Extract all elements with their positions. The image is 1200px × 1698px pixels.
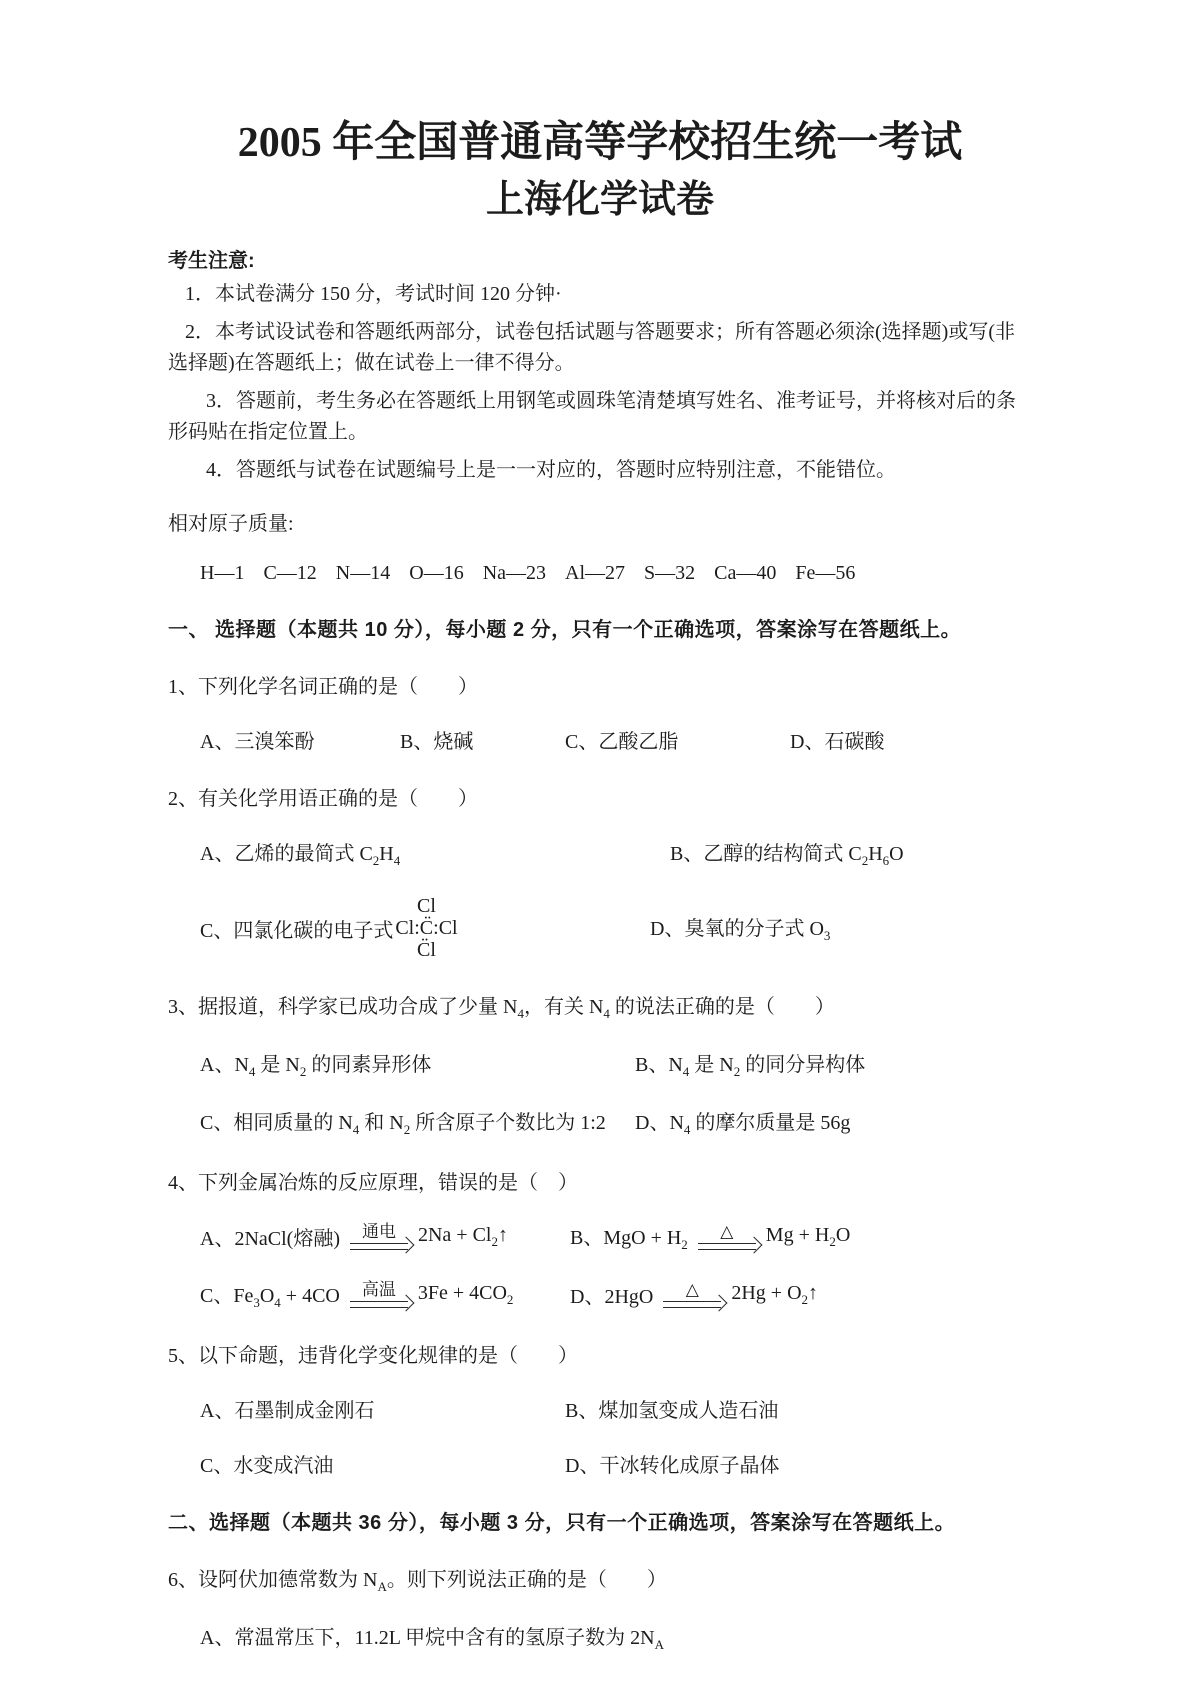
question-2-option-b: B、乙醇的结构简式 $C_2H_6O$ bbox=[670, 842, 904, 868]
atomic-mass-label: 相对原子质量: bbox=[168, 512, 294, 535]
question-2-options-ab bbox=[168, 837, 1032, 869]
page-subtitle: 上海化学试卷 bbox=[485, 179, 714, 222]
notice-heading: 考生注意: bbox=[168, 249, 255, 272]
atomic-mass-fe: Fe—56 bbox=[795, 561, 856, 584]
reaction-a-lhs: A、2NaCl(熔融) bbox=[200, 1228, 340, 1251]
reaction-a-condition: 通电 bbox=[361, 1222, 396, 1242]
notice-item-1: 1．本试卷满分 150 分，考试时间 120 分钟· bbox=[185, 282, 562, 305]
reaction-c-rhs: $3Fe + 4CO_2$ bbox=[417, 1281, 514, 1307]
question-3-option-b: B、$N_4$ 是 $N_2$ 的同分异构体 bbox=[635, 1053, 866, 1079]
question-5-option-d: D、干冰转化成原子晶体 bbox=[565, 1454, 780, 1477]
question-4-option-c bbox=[200, 1279, 570, 1311]
question-3-option-a: A、$N_4$ 是 $N_2$ 的同素异形体 bbox=[200, 1053, 432, 1079]
question-1-option-a: A、三溴笨酚 bbox=[200, 730, 315, 753]
question-3-options-ab bbox=[168, 1048, 1032, 1080]
question-4-options-cd bbox=[168, 1279, 1032, 1311]
reaction-d-lhs: D、2HgO bbox=[570, 1286, 654, 1309]
reaction-b bbox=[570, 1221, 850, 1253]
question-3-option-d: D、$N_4$ 的摩尔质量是 56g bbox=[635, 1111, 851, 1137]
question-4-option-b bbox=[570, 1221, 850, 1253]
question-2-option-c bbox=[200, 895, 650, 962]
question-1-stem: 1、下列化学名词正确的是（ ） bbox=[168, 675, 478, 698]
question-5-option-a: A、石墨制成金刚石 bbox=[200, 1399, 375, 1422]
question-5-options-cd bbox=[168, 1449, 1032, 1478]
atomic-mass-ca: Ca—40 bbox=[714, 561, 777, 584]
reaction-arrow-icon bbox=[350, 1301, 408, 1308]
reaction-a-rhs: $2Na + Cl_2↑$ bbox=[417, 1223, 508, 1249]
atomic-mass-o: O—16 bbox=[409, 561, 464, 584]
question-5-option-b: B、煤加氢变成人造石油 bbox=[565, 1399, 779, 1422]
notice-item-4: 4．答题纸与试卷在试题编号上是一一对应的，答题时应特别注意，不能错位。 bbox=[206, 458, 896, 481]
question-5-stem: 5、以下命题，违背化学变化规律的是（ ） bbox=[168, 1344, 578, 1367]
atomic-mass-na: Na—23 bbox=[482, 561, 547, 584]
question-4-options-ab bbox=[168, 1221, 1032, 1253]
reaction-c-condition: 高温 bbox=[361, 1280, 396, 1300]
reaction-b-arrow bbox=[698, 1223, 756, 1250]
atomic-mass-c: C—12 bbox=[263, 561, 317, 584]
question-4-option-a bbox=[200, 1222, 570, 1251]
lewis-top-cl: Cl bbox=[417, 894, 436, 917]
reaction-a bbox=[200, 1222, 508, 1251]
question-3-stem: 3、据报道，科学家已成功合成了少量 $N_4$，有关 $N_4$ 的说法正确的是（ ） bbox=[168, 995, 835, 1021]
reaction-b-rhs: $Mg + H_2O$ bbox=[765, 1223, 851, 1249]
question-4-option-d bbox=[570, 1280, 818, 1309]
question-5-options-ab bbox=[168, 1394, 1032, 1423]
section-1-heading: 一、 选择题（本题共 10 分），每小题 2 分，只有一个正确选项，答案涂写在答题纸上。 bbox=[168, 618, 962, 641]
reaction-a-arrow bbox=[350, 1223, 408, 1250]
ccl4-electron-formula bbox=[395, 895, 457, 962]
reaction-d-arrow bbox=[663, 1281, 721, 1308]
question-5-option-c: C、水变成汽油 bbox=[200, 1454, 334, 1477]
question-6-stem: 6、设阿伏加德常数为 $N_A$。则下列说法正确的是（ ） bbox=[168, 1568, 667, 1594]
lewis-bottom-cl: C̈l bbox=[417, 939, 436, 962]
question-2-option-c-label: C、四氯化碳的电子式 bbox=[200, 919, 394, 942]
section-2-heading: 二、选择题（本题共 36 分），每小题 3 分，只有一个正确选项，答案涂写在答题纸上。 bbox=[168, 1511, 956, 1534]
question-1-option-c: C、乙酸乙脂 bbox=[565, 730, 679, 753]
page-title: 2005 年全国普通高等学校招生统一考试 bbox=[237, 120, 963, 166]
atomic-mass-row bbox=[168, 562, 1032, 585]
reaction-c-lhs: C、$Fe_3O_4 + 4CO$ bbox=[200, 1284, 340, 1310]
reaction-arrow-icon bbox=[350, 1243, 408, 1250]
atomic-mass-h: H—1 bbox=[200, 561, 245, 584]
question-2-option-a: A、乙烯的最简式 $C_2H_4$ bbox=[200, 842, 401, 868]
question-6-option-a-row bbox=[168, 1621, 1032, 1653]
question-6-option-a: A、常温常压下，11.2L 甲烷中含有的氢原子数为 $2N_A$ bbox=[200, 1626, 665, 1652]
question-1-option-b: B、烧碱 bbox=[400, 730, 474, 753]
question-2-stem: 2、有关化学用语正确的是（ ） bbox=[168, 787, 478, 810]
question-2-options-cd bbox=[168, 895, 1032, 962]
reaction-c bbox=[200, 1279, 513, 1311]
question-3-options-cd bbox=[168, 1106, 1032, 1138]
question-4-stem: 4、下列金属冶炼的反应原理，错误的是（ ） bbox=[168, 1171, 578, 1194]
reaction-b-condition: △ bbox=[720, 1222, 734, 1242]
question-3-option-c: C、相同质量的 $N_4$ 和 $N_2$ 所含原子个数比为 1:2 bbox=[200, 1111, 606, 1137]
notice-item-3: 3．答题前，考生务必在答题纸上用钢笔或圆珠笔清楚填写姓名、准考证号，并将核对后的条形码贴在指定位置上。 bbox=[168, 389, 1016, 444]
question-1-option-d: D、石碳酸 bbox=[790, 730, 885, 753]
question-1-options bbox=[168, 725, 1032, 754]
reaction-c-arrow bbox=[350, 1281, 408, 1308]
atomic-mass-s: S—32 bbox=[644, 561, 696, 584]
notice-item-2: 2．本考试设试卷和答题纸两部分，试卷包括试题与答题要求；所有答题必须涂(选择题)或写(非选择题)在答题纸上；做在试卷上一律不得分。 bbox=[168, 320, 1015, 375]
atomic-mass-al: Al—27 bbox=[565, 561, 626, 584]
reaction-d-rhs: $2Hg + O_2↑$ bbox=[731, 1281, 819, 1307]
lewis-middle-row: Cl:C̈:Cl bbox=[395, 916, 458, 939]
reaction-arrow-icon bbox=[698, 1243, 756, 1250]
reaction-d-condition: △ bbox=[685, 1280, 699, 1300]
reaction-d bbox=[570, 1280, 818, 1309]
question-2-option-d: D、臭氧的分子式 $O_3$ bbox=[650, 918, 831, 944]
reaction-arrow-icon bbox=[663, 1301, 721, 1308]
reaction-b-lhs: B、MgO + $H_2$ bbox=[570, 1226, 688, 1252]
atomic-mass-n: N—14 bbox=[335, 561, 391, 584]
